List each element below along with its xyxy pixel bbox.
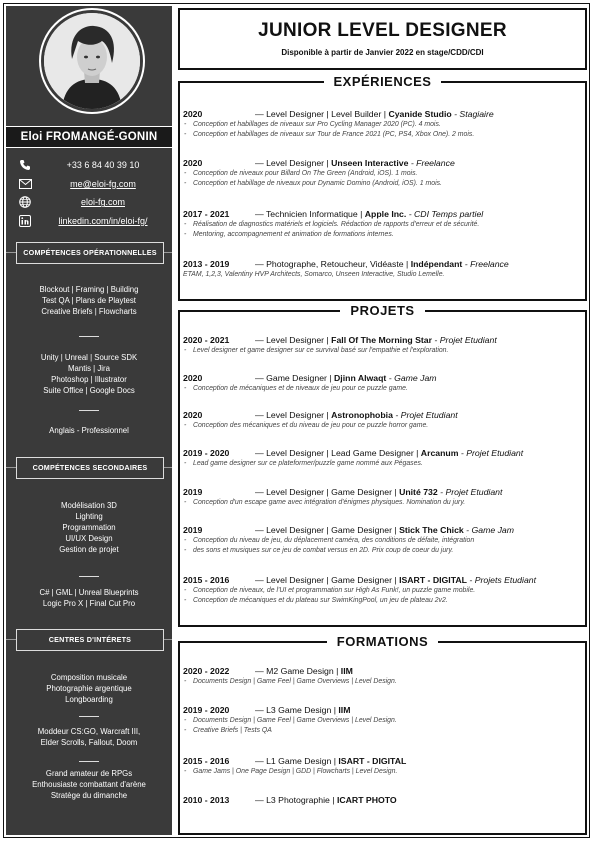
contact-website[interactable] [6, 193, 172, 212]
entry-role: — L3 Game Design | [255, 705, 339, 715]
entry-separator: - [437, 487, 446, 497]
entry-detail: - Documents Design | Game Feel | Game Overviews | Level Design. [183, 716, 583, 726]
entry-years: 2019 - 2020 [183, 705, 230, 715]
entry-heading [183, 755, 583, 767]
website-link[interactable]: eloi-fg.com [80, 197, 125, 208]
entry-role: — Level Designer | [255, 410, 332, 420]
entry-role: — Level Designer | Game Designer | [255, 575, 400, 585]
project-entry [183, 486, 583, 508]
entry-detail: - Conception et habillages de niveaux sur Pro Cycling Manager 2020 (PC). 4 mois. [183, 120, 583, 130]
entry-years: 2020 [183, 373, 203, 383]
entry-type: Game Jam [471, 525, 514, 535]
entry-type: Projet Etudiant [466, 448, 524, 458]
entry-years: 2019 [183, 525, 203, 535]
entry-type: Game Jam [394, 373, 437, 383]
experience-entry [183, 157, 583, 189]
divider [79, 336, 99, 337]
projects-title: PROJETS [178, 301, 587, 321]
entry-separator: - [451, 109, 460, 119]
globe-icon [18, 196, 32, 208]
entry-organization: Cyanide Studio [388, 109, 452, 119]
entry-separator: - [466, 575, 475, 585]
entry-heading [183, 665, 583, 677]
entry-heading [183, 524, 583, 536]
entry-role: — Technicien Informatique | [255, 209, 365, 219]
entry-type: Freelance [416, 158, 455, 168]
entry-detail: - Conception et habillage de niveaux pour Dynamic Domino (Android, iOS). 1 mois. [183, 179, 583, 189]
entry-detail: - Conception de mécaniques et de niveaux de jeu pour ce puzzle game. [183, 384, 583, 394]
job-title: JUNIOR LEVEL DESIGNER [258, 20, 507, 41]
entry-separator: - [386, 373, 395, 383]
entry-type: Projets Etudiant [474, 575, 537, 585]
availability: Disponible à partir de Janvier 2022 en stage/CDD/CDI [281, 48, 484, 57]
entry-organization: Astronophobia [331, 410, 393, 420]
entry-role: — Level Designer | [255, 158, 332, 168]
email-link[interactable]: me@eloi-fg.com [70, 178, 136, 189]
experience-entry [183, 258, 583, 280]
entry-detail: - Mentoring, accompagnement et animation de formations internes. [183, 230, 583, 240]
divider [79, 410, 99, 411]
entry-years: 2017 - 2021 [183, 209, 230, 219]
project-entry [183, 372, 583, 394]
entry-role: — Level Designer | Game Designer | [255, 487, 400, 497]
project-entry [183, 447, 583, 469]
entry-role: — Level Designer | Level Builder | [255, 109, 389, 119]
entry-detail: - Réalisation de diagnostics matériels et logiciels. Rédaction de rapports d'erreur et de sécurité. [183, 220, 583, 230]
ops-skills-group-3: Anglais - Professionnel [49, 426, 129, 435]
entry-organization: Arcanum [420, 448, 459, 458]
entry-organization: Djinn Alwaqt [334, 373, 387, 383]
interests-group-3: Grand amateur de RPGs Enthousiaste combattant d'arène Stratège du dimanche [32, 769, 146, 800]
entry-type: Freelance [470, 259, 509, 269]
entry-separator: - [462, 259, 471, 269]
entry-organization: Unseen Interactive [331, 158, 409, 168]
entry-detail: - Conception et habillages de niveaux sur Tour de France 2021 (PC, PS4, Xbox One). 2 mois. [183, 130, 583, 140]
entry-role: — L1 Game Design | [255, 756, 339, 766]
project-entry [183, 334, 583, 356]
divider [79, 761, 99, 762]
experiences-title: EXPÉRIENCES [178, 72, 587, 92]
mail-icon [18, 178, 32, 190]
entry-heading [183, 258, 583, 270]
interests-group-1: Composition musicale Photographie argentique Longboarding [46, 673, 132, 704]
contact-list [6, 156, 172, 230]
entry-detail: - Conception d'un escape game avec intégration d'énigmes physiques. Nomination du jury. [183, 498, 583, 508]
entry-heading [183, 574, 583, 586]
entry-years: 2020 [183, 158, 203, 168]
education-entry [183, 794, 583, 806]
entry-organization: ICART PHOTO [336, 795, 397, 805]
entry-organization: Fall Of The Morning Star [331, 335, 433, 345]
header [178, 8, 587, 70]
entry-detail: - Creative Briefs | Tests QA [183, 726, 583, 736]
entry-organization: Stick The Chick [399, 525, 464, 535]
entry-organization: Unité 732 [399, 487, 438, 497]
entry-detail: - Level designer et game designer sur ce survival basé sur l'empathie et l'exploration. [183, 346, 583, 356]
entry-years: 2010 - 2013 [183, 795, 230, 805]
entry-detail: - Conception du niveau de jeu, du déplacement caméra, des conditions de défaite, intégration [183, 536, 583, 546]
entry-detail: - des sons et musiques sur ce jeu de combat versus en 2D. Prix coup de coeur du jury. [183, 546, 583, 556]
entry-heading [183, 208, 583, 220]
secondary-skills-title: COMPÉTENCES SECONDAIRES [16, 457, 164, 479]
entry-heading [183, 794, 583, 806]
entry-detail: - Conception des mécaniques et du niveau de jeu pour ce puzzle horror game. [183, 421, 583, 431]
entry-organization: Apple Inc. [364, 209, 407, 219]
entry-detail: - Lead game designer sur ce plateformer/puzzle game nommé aux Pégases. [183, 459, 583, 469]
entry-heading [183, 704, 583, 716]
entry-detail: ETAM, 1,2,3, Valentiny HVP Architects, Somarco, Unseen Interactive, Studio Lemelle. [183, 271, 445, 278]
entry-separator: - [392, 410, 401, 420]
entry-role: — Level Designer | Game Designer | [255, 525, 400, 535]
entry-years: 2019 - 2020 [183, 448, 230, 458]
education-entry [183, 665, 583, 687]
entry-organization: ISART - DIGITAL [399, 575, 467, 585]
entry-role: — Level Designer | Lead Game Designer | [255, 448, 421, 458]
secondary-skills-group-2: C# | GML | Unreal Blueprints Logic Pro X | Final Cut Pro [39, 588, 139, 608]
entry-type: Projet Etudiant [400, 410, 458, 420]
entry-separator: - [408, 158, 417, 168]
entry-detail: - Game Jams | One Page Design | GDD | Flowcharts | Level Design. [183, 767, 583, 777]
experience-entry [183, 208, 583, 240]
contact-linkedin[interactable] [6, 212, 172, 231]
phone-icon [18, 159, 32, 171]
entry-heading [183, 157, 583, 169]
interests-group-2: Moddeur CS:GO, Warcraft III, Elder Scrolls, Fallout, Doom [37, 727, 141, 747]
divider [79, 716, 99, 717]
sidebar [6, 6, 172, 835]
education-entry [183, 704, 583, 736]
entry-detail: - Conception de niveaux pour Billard On The Green (Android, iOS). 1 mois. [183, 169, 583, 179]
linkedin-icon [18, 215, 32, 227]
contact-email[interactable] [6, 175, 172, 194]
project-entry [183, 409, 583, 431]
entry-type: Projet Etudiant [445, 487, 503, 497]
profile-photo [41, 10, 143, 112]
entry-organization: ISART - DIGITAL [338, 756, 407, 766]
divider [79, 576, 99, 577]
entry-years: 2013 - 2019 [183, 259, 230, 269]
entry-years: 2020 - 2021 [183, 335, 230, 345]
contact-phone [6, 156, 172, 175]
entry-heading [183, 108, 583, 120]
entry-role: — M2 Game Design | [255, 666, 341, 676]
interests-title: CENTRES D'INTÉRETS [16, 629, 164, 651]
entry-role: — Game Designer | [255, 373, 335, 383]
entry-heading [183, 486, 583, 498]
ops-skills-group-2: Unity | Unreal | Source SDK Mantis | Jira Photoshop | Illustrator Suite Office | Google Docs [40, 353, 138, 395]
entry-years: 2020 - 2022 [183, 666, 230, 676]
education-entry [183, 755, 583, 777]
ops-skills-group-1: Blockout | Framing | Building Test QA | Plans de Playtest Creative Briefs | Flowcharts [39, 285, 139, 316]
entry-role: — Level Designer | [255, 335, 332, 345]
entry-years: 2015 - 2016 [183, 756, 230, 766]
phone-number: +33 6 84 40 39 10 [66, 160, 140, 171]
entry-organization: IIM [340, 666, 353, 676]
entry-separator: - [458, 448, 467, 458]
candidate-name: Eloi FROMANGÉ-GONIN [6, 126, 172, 148]
entry-separator: - [406, 209, 415, 219]
project-entry [183, 524, 583, 556]
experience-entry [183, 108, 583, 140]
entry-role: — Photographe, Retoucheur, Vidéaste | [255, 259, 411, 269]
entry-heading [183, 334, 583, 346]
education-title: FORMATIONS [178, 632, 587, 652]
project-entry [183, 574, 583, 606]
entry-heading [183, 447, 583, 459]
entry-separator: - [463, 525, 472, 535]
entry-detail: - Documents Design | Game Feel | Game Overviews | Level Design. [183, 677, 583, 687]
entry-years: 2020 [183, 410, 203, 420]
linkedin-link[interactable]: linkedin.com/in/eloi-fg/ [58, 215, 148, 226]
secondary-skills-group-1: Modélisation 3D Lighting Programmation UI/UX Design Gestion de projet [59, 501, 119, 554]
entry-years: 2019 [183, 487, 203, 497]
entry-separator: - [432, 335, 440, 345]
ops-skills-title: COMPÉTENCES OPÉRATIONNELLES [16, 242, 164, 264]
entry-heading [183, 372, 583, 384]
entry-role: — L3 Photographie | [255, 795, 337, 805]
entry-organization: IIM [338, 705, 351, 715]
entry-detail: - Conception de mécaniques et du plateau sur SwimKingPool, un jeu de plateau 2v2. [183, 596, 583, 606]
entry-type: Projet Etudiant [439, 335, 497, 345]
entry-type: CDI Temps partiel [414, 209, 484, 219]
entry-type: Stagiaire [459, 109, 494, 119]
entry-organization: Indépendant [410, 259, 463, 269]
entry-heading [183, 409, 583, 421]
entry-years: 2015 - 2016 [183, 575, 230, 585]
entry-detail: - Conception de niveaux, de l'UI et programmation sur High As Funk!, un puzzle game mobile. [183, 586, 583, 596]
entry-years: 2020 [183, 109, 203, 119]
